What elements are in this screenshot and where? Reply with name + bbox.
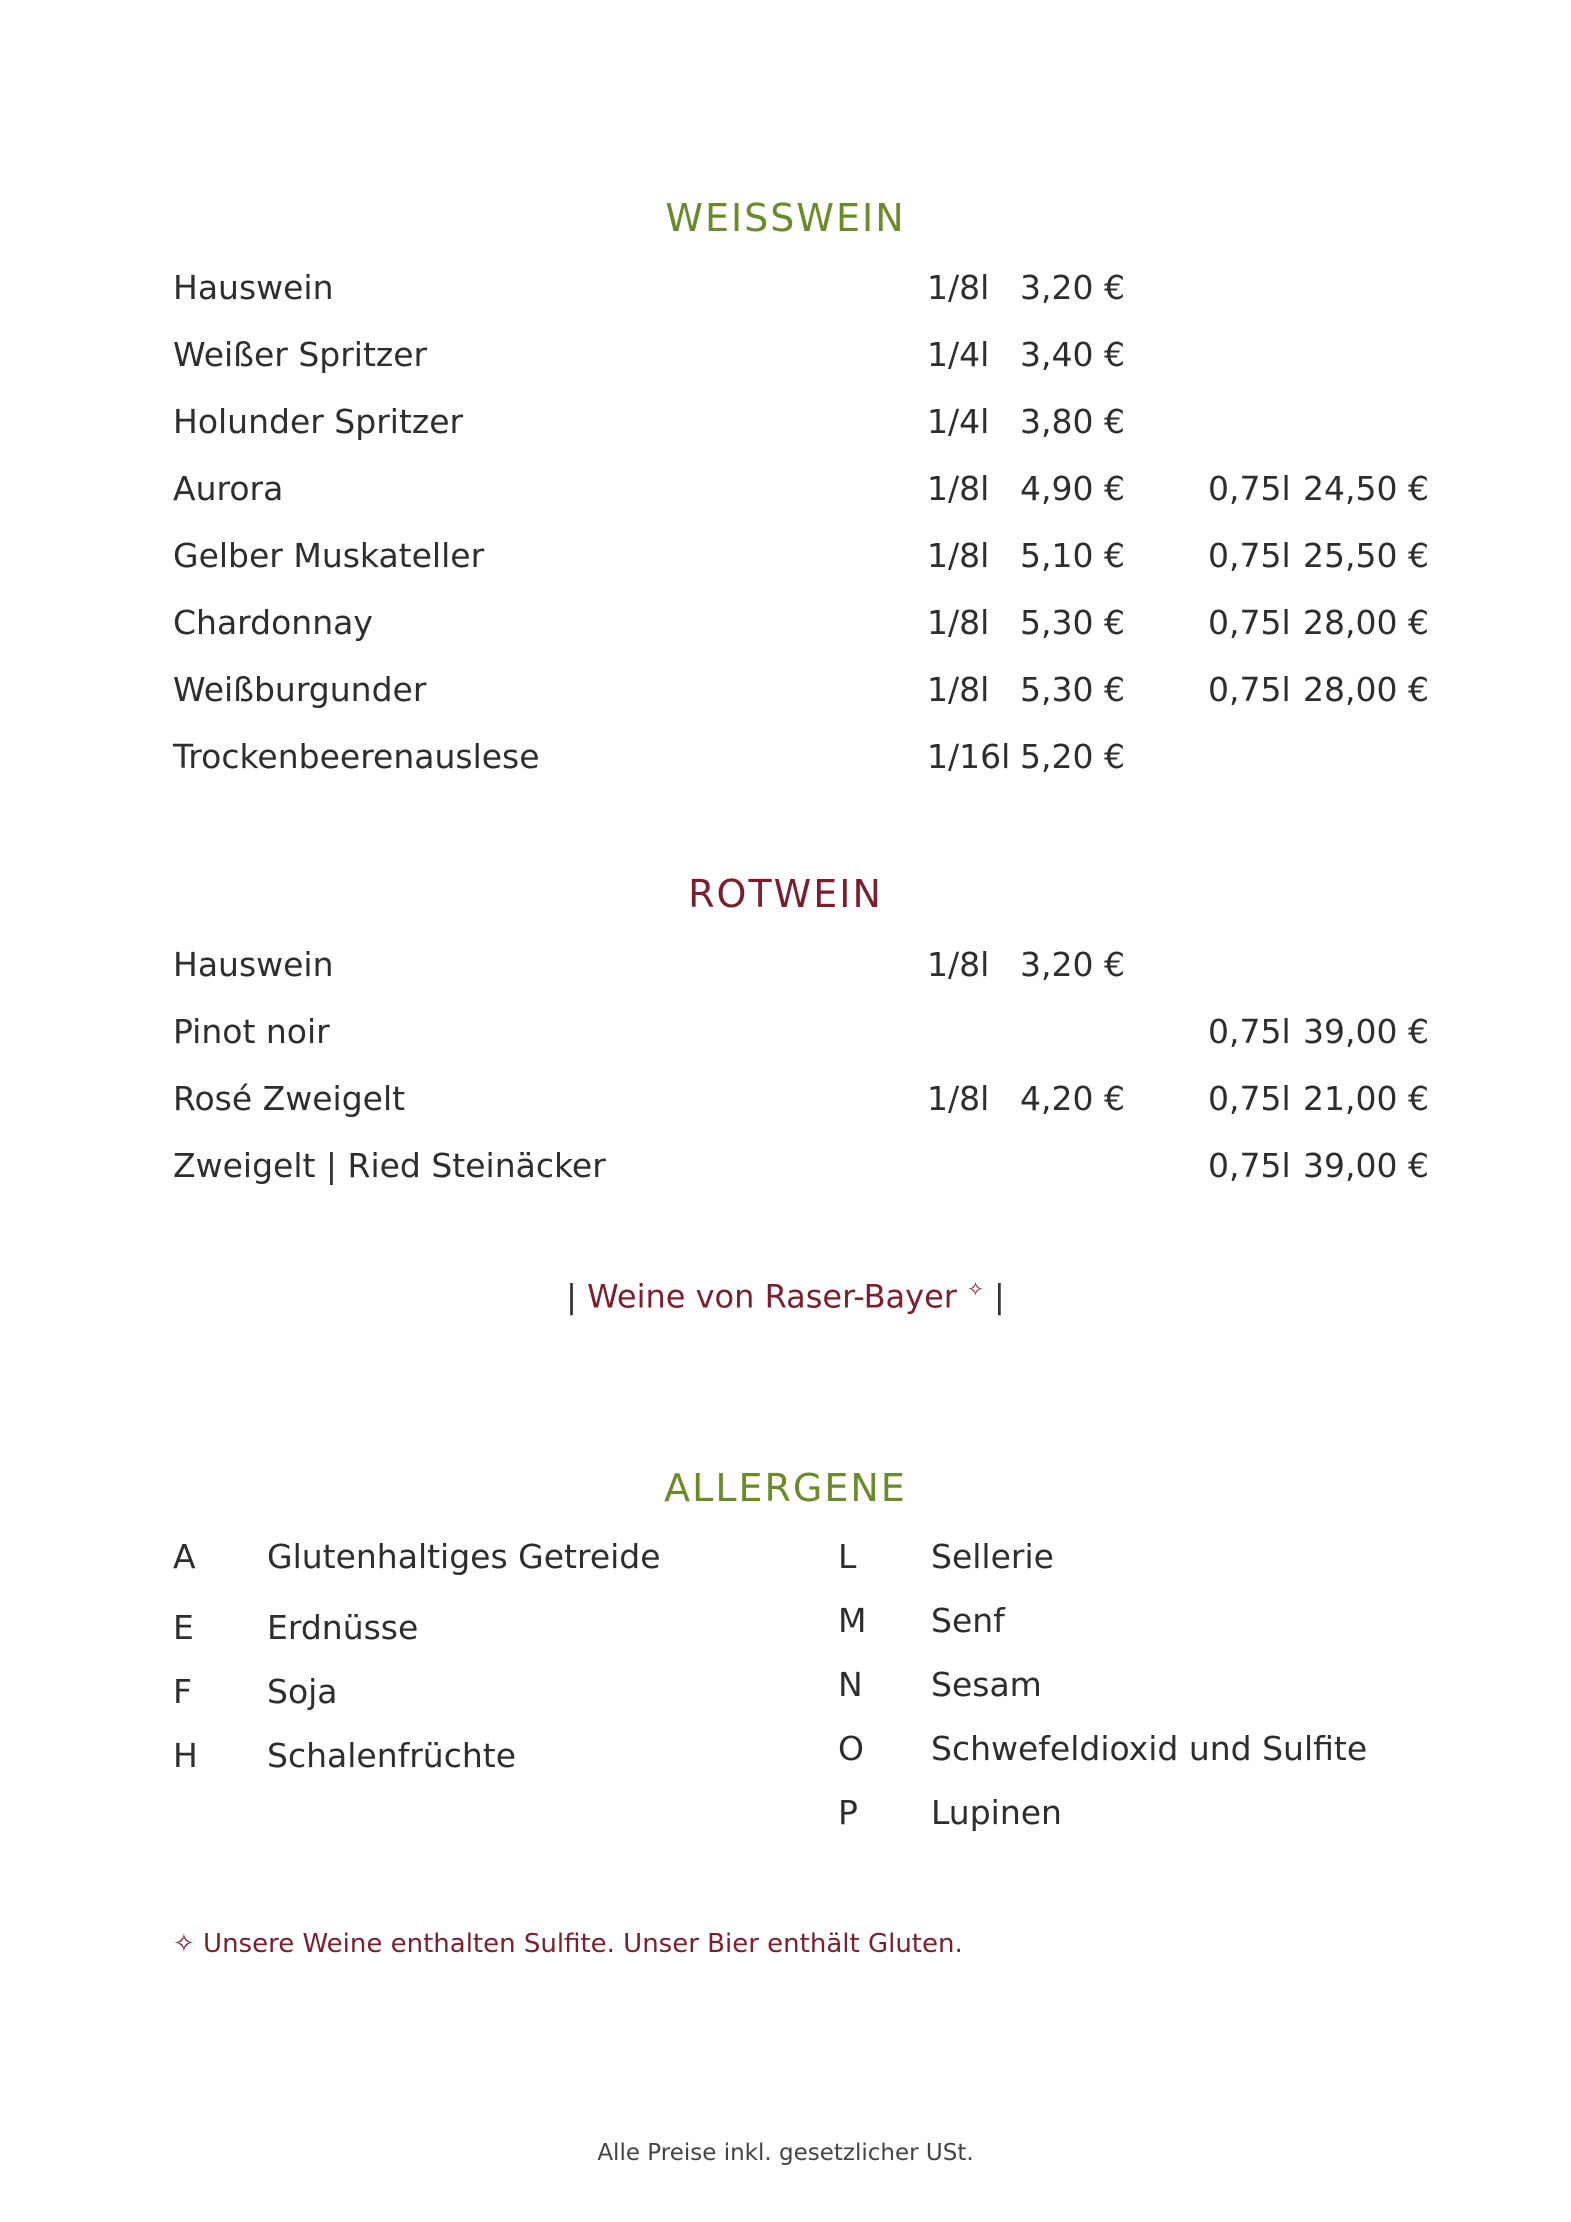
wine-price-glass: 5,20 € [1020,737,1125,776]
wine-name: Aurora [173,469,284,508]
allergen-label: Sellerie [931,1537,1054,1576]
wine-name: Zweigelt | Ried Steinäcker [173,1146,606,1185]
wine-volume-glass: 1/8l [927,536,990,575]
wine-name: Pinot noir [173,1012,330,1051]
wine-volume-bottle: 0,75l [1208,603,1291,642]
allergen-code: N [838,1665,863,1704]
wine-row [0,598,1571,648]
wine-row [0,263,1571,313]
allergen-label: Glutenhaltiges Getreide [267,1537,661,1576]
allergen-label: Senf [931,1601,1005,1640]
wine-volume-bottle: 0,75l [1208,1012,1291,1051]
allergen-code: P [838,1793,858,1832]
price-footer: Alle Preise inkl. gesetzlicher USt. [597,2140,974,2166]
allergen-code: O [838,1729,864,1768]
wine-price-bottle: 25,50 € [1303,536,1429,575]
winery-note [0,1277,1571,1316]
winery-note-text: Weine von Raser-Bayer [587,1277,957,1316]
allergen-code: L [838,1537,857,1576]
wine-volume-bottle: 0,75l [1208,670,1291,709]
wine-name: Hauswein [173,268,334,307]
wine-price-bottle: 39,00 € [1303,1012,1429,1051]
wine-row [0,330,1571,380]
wine-volume-bottle: 0,75l [1208,469,1291,508]
allergen-label: Sesam [931,1665,1042,1704]
wine-row [0,397,1571,447]
wine-name: Hauswein [173,945,334,984]
wine-row [0,732,1571,782]
wine-volume-glass: 1/4l [927,402,990,441]
wine-row [0,531,1571,581]
section-title-allergene: ALLERGENE [664,1466,907,1510]
allergen-label: Soja [267,1672,338,1711]
wine-name: Holunder Spritzer [173,402,464,441]
wine-volume-glass: 1/16l [927,737,1011,776]
wine-volume-glass: 1/8l [927,603,990,642]
wine-price-bottle: 39,00 € [1303,1146,1429,1185]
wine-name: Rosé Zweigelt [173,1079,406,1118]
allergen-label: Erdnüsse [267,1608,419,1647]
allergen-code: H [173,1736,198,1775]
wine-row [0,464,1571,514]
allergen-label: Schalenfrüchte [267,1736,517,1775]
wine-name: Trockenbeerenauslese [173,737,540,776]
allergen-code: F [173,1672,192,1711]
wine-row [0,1074,1571,1124]
wine-price-glass: 3,80 € [1020,402,1125,441]
wine-price-bottle: 21,00 € [1303,1079,1429,1118]
star-icon: ✧ [967,1277,984,1301]
wine-volume-bottle: 0,75l [1208,1146,1291,1185]
wine-volume-glass: 1/8l [927,670,990,709]
wine-volume-glass: 1/8l [927,469,990,508]
wine-row [0,1007,1571,1057]
wine-volume-bottle: 0,75l [1208,1079,1291,1118]
wine-price-glass: 5,10 € [1020,536,1125,575]
wine-row [0,665,1571,715]
allergen-code: E [173,1608,194,1647]
wine-price-glass: 4,20 € [1020,1079,1125,1118]
allergen-label: Lupinen [931,1793,1062,1832]
wine-price-glass: 5,30 € [1020,670,1125,709]
wine-volume-glass: 1/4l [927,335,990,374]
wine-price-glass: 3,40 € [1020,335,1125,374]
wine-price-bottle: 28,00 € [1303,603,1429,642]
section-title-rotwein: ROTWEIN [688,872,883,916]
wine-price-glass: 3,20 € [1020,268,1125,307]
wine-volume-glass: 1/8l [927,1079,990,1118]
wine-price-glass: 5,30 € [1020,603,1125,642]
allergen-code: M [838,1601,867,1640]
allergen-label: Schwefeldioxid und Sulfite [931,1729,1368,1768]
divider-bar: | [994,1277,1005,1316]
wine-price-glass: 3,20 € [1020,945,1125,984]
wine-name: Weißburgunder [173,670,427,709]
section-title-weisswein: WEISSWEIN [665,196,906,240]
wine-volume-bottle: 0,75l [1208,536,1291,575]
wine-price-bottle: 24,50 € [1303,469,1429,508]
divider-bar: | [566,1277,577,1316]
wine-price-glass: 4,90 € [1020,469,1125,508]
wine-row [0,940,1571,990]
wine-volume-glass: 1/8l [927,268,990,307]
wine-row [0,1141,1571,1191]
wine-volume-glass: 1/8l [927,945,990,984]
allergen-code: A [173,1537,196,1576]
wine-name: Chardonnay [173,603,373,642]
wine-name: Weißer Spritzer [173,335,428,374]
wine-price-bottle: 28,00 € [1303,670,1429,709]
wine-name: Gelber Muskateller [173,536,485,575]
sulfite-footnote: ✧ Unsere Weine enthalten Sulfite. Unser Bier enthält Gluten. [173,1929,963,1959]
